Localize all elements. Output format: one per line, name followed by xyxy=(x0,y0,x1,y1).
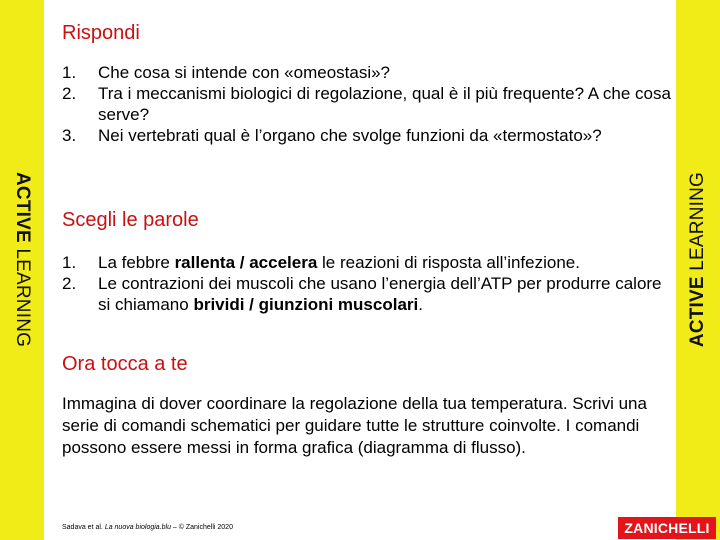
section-title-ora-tocca: Ora tocca a te xyxy=(62,353,188,375)
task-paragraph: Immagina di dover coordinare la regolazione della tua temperatura. Scrivi una serie di comandi schematici per guidare tutte le strutture coinvolte. I comandi possono essere messi in forma grafica (diagramma di flusso). xyxy=(62,394,647,457)
section-title-rispondi: Rispondi xyxy=(62,22,140,44)
list-item: 2. Le contrazioni dei muscoli che usano l’energia dell’ATP per produrre calore si chiamano brividi / giunzioni muscolari. xyxy=(62,274,662,314)
choose-words-list xyxy=(62,252,674,315)
footer-credit: Sadava et al. La nuova biologia.blu – © Zanichelli 2020 xyxy=(62,524,233,531)
section-title-scegli: Scegli le parole xyxy=(62,209,199,231)
list-item: 2. Tra i meccanismi biologici di regolazione, qual è il più frequente? A che cosa serve? xyxy=(62,84,671,124)
right-side-band xyxy=(676,0,720,540)
list-item: 3. Nei vertebrati qual è l’organo che svolge funzioni da «termostato»? xyxy=(62,126,602,145)
zanichelli-logo: ZANICHELLI xyxy=(618,517,716,539)
list-item: 1. Che cosa si intende con «omeostasi»? xyxy=(62,63,391,82)
list-item: 1. La febbre rallenta / accelera le reazioni di risposta all’infezione. xyxy=(62,253,580,272)
active-learning-label-right: ACTIVE LEARNING xyxy=(687,172,708,348)
questions-list xyxy=(62,62,674,146)
active-learning-label-left: ACTIVE LEARNING xyxy=(12,172,33,348)
left-side-band xyxy=(0,0,44,540)
